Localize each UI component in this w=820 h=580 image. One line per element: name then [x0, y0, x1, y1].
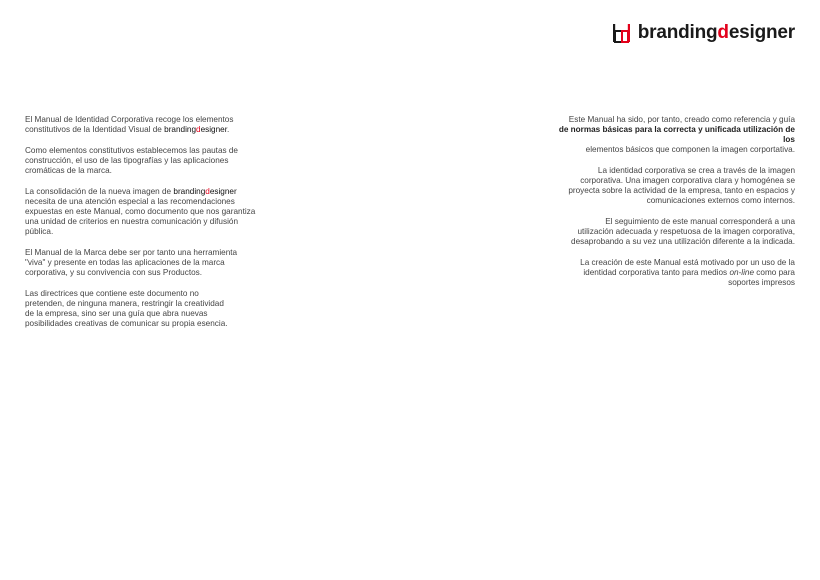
brand-name-inline: brandingdesigner [164, 125, 227, 134]
right-paragraph-3: El seguimiento de este manual corresponderá a una utilización adecuada y respetuosa de la imagen corporativa, desaprobando a su vez una utilización diferente a la indicada. [571, 217, 795, 246]
right-paragraph-4: La creación de este Manual está motivado por un uso de la identidad corporativa tanto para medios on-line como para soportes impresos [580, 258, 795, 287]
logo-mark-icon [612, 23, 632, 43]
right-column [545, 115, 795, 299]
left-paragraph-2: Como elementos constitutivos establecemos las pautas de construcción, el uso de las tipografías y las aplicaciones cromáticas de la marca. [25, 146, 238, 175]
brand-logo [612, 22, 795, 44]
left-paragraph-1: El Manual de Identidad Corporativa recoge los elementos constitutivos de la Identidad Visual de brandingdesigner. [25, 115, 234, 134]
logo-wordmark: brandingdesigner [637, 22, 795, 43]
left-paragraph-3: La consolidación de la nueva imagen de brandingdesigner necesita de una atención especial a las recomendaciones expuestas en este Manual, como documento que nos garantiza una unidad de criterios en nuestra comunicación y difusión pública. [25, 187, 256, 236]
right-paragraph-2: La identidad corporativa se crea a través de la imagen corporativa. Una imagen corporativa clara y homogénea se proyecta sobre la actividad de la empresa, tanto en espacios y comunicaciones externos como internos. [568, 166, 795, 205]
right-paragraph-1: Este Manual ha sido, por tanto, creado como referencia y guía de normas básicas para la correcta y unificada utilización de los elementos básicos que componen la imagen corportativa. [558, 115, 795, 154]
brand-name-inline: brandingdesigner [173, 187, 237, 196]
left-paragraph-4: El Manual de la Marca debe ser por tanto una herramienta "viva" y presente en todas las aplicaciones de la marca corporativa, y su convivencia con sus Productos. [25, 248, 238, 277]
left-column [25, 115, 275, 340]
left-paragraph-5: Las directrices que contiene este documento no pretenden, de ninguna manera, restringir la creatividad de la empresa, sino ser una guía que abra nuevas posibilidades creativas de comunicar su propia esencia. [25, 289, 228, 328]
